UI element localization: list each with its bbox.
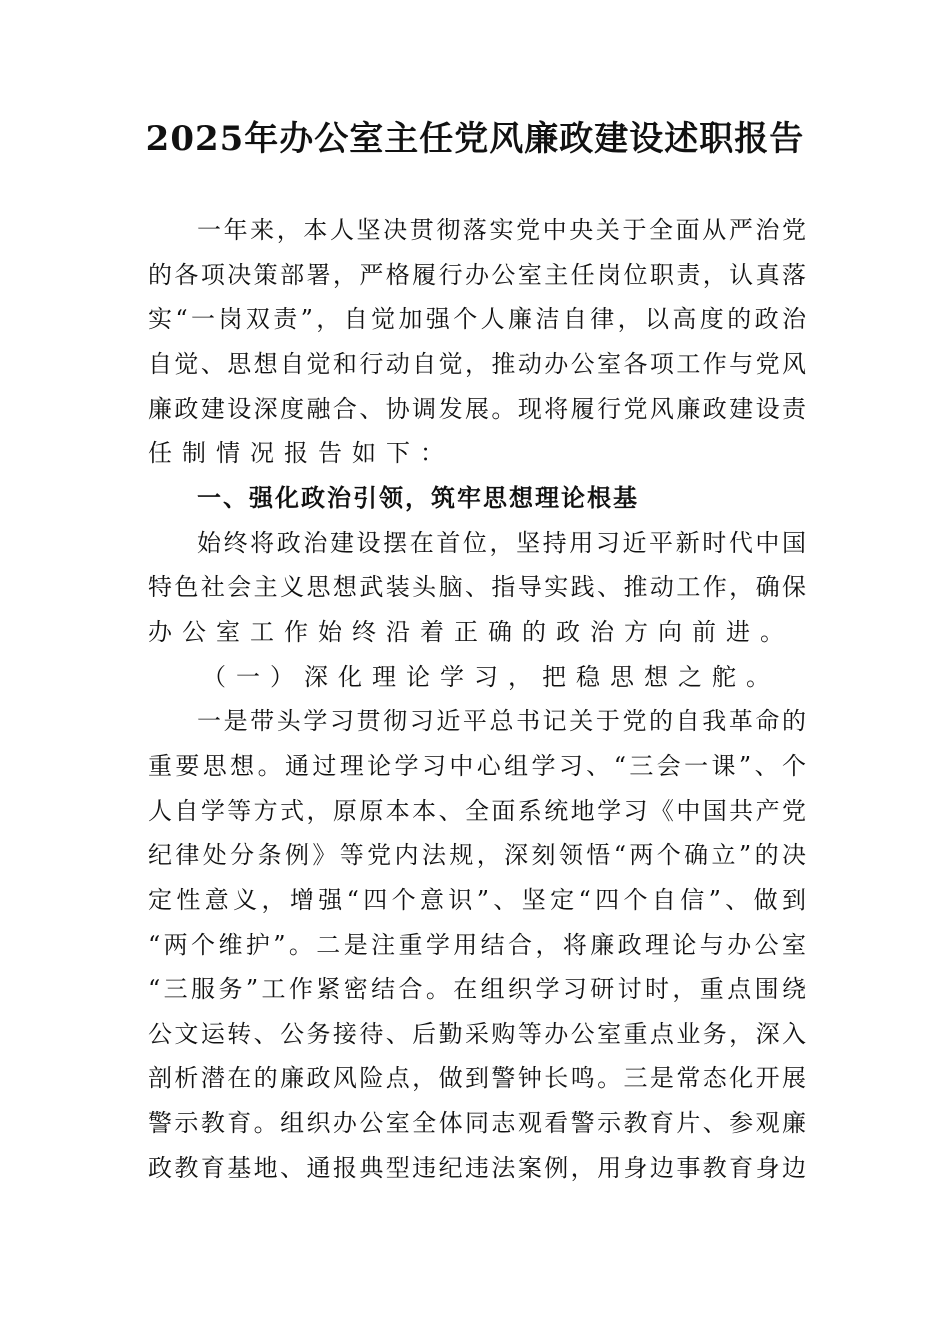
section-paragraph [148, 521, 806, 655]
text-line: 自觉、思想自觉和行动自觉，推动办公室各项工作与党风 [148, 349, 806, 378]
text-line: 剖析潜在的廉政风险点，做到警钟长鸣。三是常态化开展 [148, 1064, 806, 1093]
text-line: 办公室工作始终沿着正确的政治方向前进。 [148, 617, 794, 646]
text-line: 警示教育。组织办公室全体同志观看警示教育片、参观廉 [148, 1109, 806, 1138]
subsection-paragraph [148, 699, 806, 1190]
section-heading: 一、强化政治引领，筑牢思想理论根基 [197, 483, 639, 512]
text-line: 廉政建设深度融合、协调发展。现将履行党风廉政建设责 [148, 394, 806, 423]
text-line: “三服务”工作紧密结合。在组织学习研讨时，重点围绕 [148, 975, 806, 1004]
text-line: 公文运转、公务接待、后勤采购等办公室重点业务，深入 [148, 1019, 806, 1048]
document-body [148, 208, 806, 1190]
text-line: 重要思想。通过理论学习中心组学习、“三会一课”、个 [148, 751, 806, 780]
text-line: 纪律处分条例》等党内法规，深刻领悟“两个确立”的决 [148, 841, 806, 870]
text-line: 始终将政治建设摆在首位，坚持用习近平新时代中国 [197, 528, 806, 557]
document-title: 2025年办公室主任党风廉政建设述职报告 [145, 119, 805, 159]
text-line: 特色社会主义思想武装头脑、指导实践、推动工作，确保 [148, 573, 806, 602]
text-line: 人自学等方式，原原本本、全面系统地学习《中国共产党 [148, 796, 806, 825]
text-line: 实“一岗双责”，自觉加强个人廉洁自律，以高度的政治 [148, 305, 806, 334]
text-line: 的各项决策部署，严格履行办公室主任岗位职责，认真落 [148, 260, 806, 289]
intro-paragraph [148, 208, 806, 476]
subsection-heading: （一）深化理论学习，把稳思想之舵。 [202, 662, 780, 691]
text-line: 政教育基地、通报典型违纪违法案例，用身边事教育身边 [148, 1153, 806, 1182]
text-line: 一年来，本人坚决贯彻落实党中央关于全面从严治党 [197, 216, 806, 244]
text-line: 一是带头学习贯彻习近平总书记关于党的自我革命的 [197, 707, 806, 736]
text-line: 定性意义，增强“四个意识”、坚定“四个自信”、做到 [148, 885, 806, 914]
text-line: “两个维护”。二是注重学用结合，将廉政理论与办公室 [148, 930, 806, 959]
text-line: 任制情况报告如下： [148, 439, 454, 468]
